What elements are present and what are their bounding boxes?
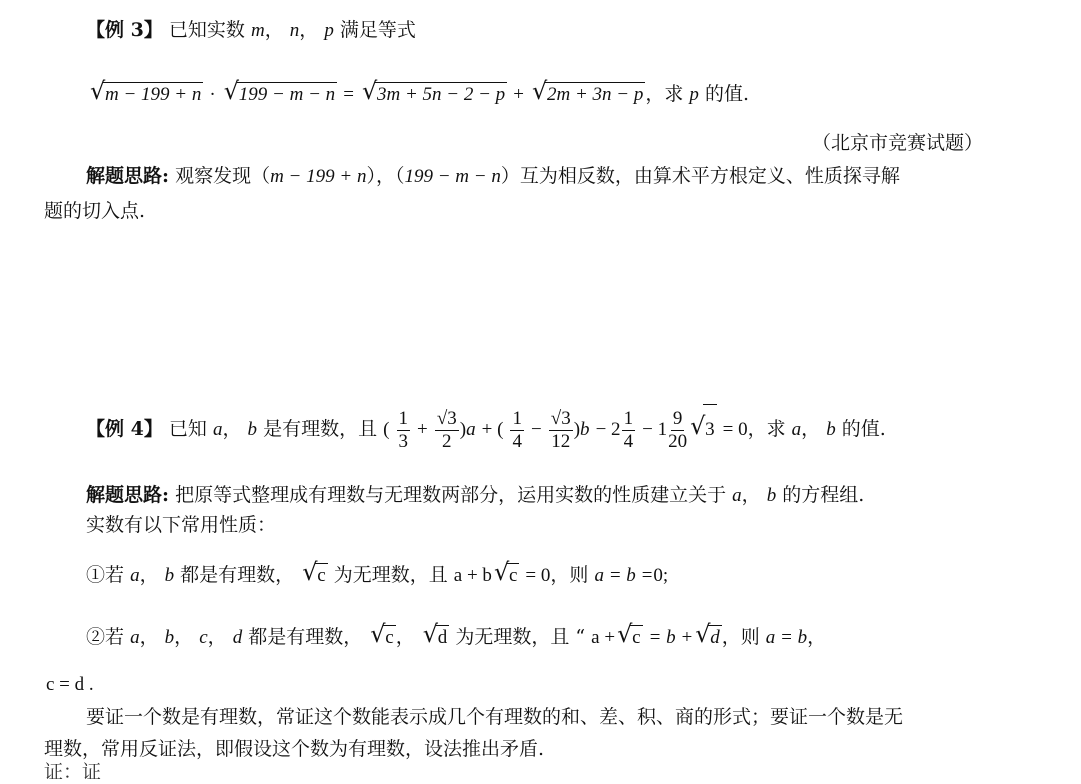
text: 的值. bbox=[704, 83, 750, 105]
plus: + ( bbox=[481, 419, 504, 440]
radical: √ 199 − m − n bbox=[223, 77, 336, 105]
var-a: a bbox=[130, 565, 140, 586]
fraction: $\frac{1}{4}$ bbox=[512, 407, 522, 452]
paragraph-line2: 理数，常用反证法，即假设这个数为有理数，设法推出矛盾. bbox=[44, 738, 545, 760]
var-b: b bbox=[580, 419, 590, 440]
radical: √ c bbox=[617, 620, 641, 648]
var-a: a bbox=[466, 419, 476, 440]
paren: ) bbox=[459, 419, 467, 440]
text: 观察发现（ bbox=[175, 165, 271, 187]
text: 都是有理数， bbox=[180, 564, 295, 586]
equals-zero: = 0 bbox=[722, 419, 748, 440]
idea-label: 解题思路: bbox=[86, 484, 170, 506]
paren: ) bbox=[573, 419, 581, 440]
comma: ， bbox=[807, 626, 827, 648]
plus: + bbox=[417, 419, 428, 440]
comma: ， bbox=[299, 19, 319, 41]
result: a = b bbox=[765, 627, 808, 648]
dot: · bbox=[209, 84, 216, 105]
text: 是有理数，且 bbox=[263, 418, 378, 440]
property-1 bbox=[86, 558, 669, 588]
var-a: a bbox=[212, 419, 223, 440]
var-b: b bbox=[164, 627, 175, 648]
comma: ， bbox=[264, 19, 284, 41]
radical: √ d bbox=[695, 620, 720, 648]
example-3-idea bbox=[86, 164, 900, 189]
expr: = b + bbox=[648, 627, 694, 648]
text: ，求 bbox=[747, 418, 786, 440]
term: − 1 bbox=[642, 419, 668, 440]
text: 的方程组. bbox=[782, 484, 865, 506]
properties-intro: 实数有以下常用性质： bbox=[86, 514, 277, 536]
example-3-source: （北京市竞赛试题） bbox=[812, 132, 984, 154]
var-b: b bbox=[247, 419, 258, 440]
cut-off-line: 证：证 bbox=[44, 761, 102, 783]
radical: √ c bbox=[493, 558, 518, 586]
var-b: b bbox=[766, 485, 777, 506]
example-3-statement bbox=[86, 18, 416, 43]
expr: a + bbox=[591, 627, 616, 648]
text: ，则 bbox=[550, 564, 589, 586]
equals: = bbox=[343, 84, 354, 105]
example-4-statement bbox=[86, 404, 886, 455]
text: 满足等式 bbox=[339, 19, 416, 41]
example-4-label: 【例 4】 bbox=[86, 418, 163, 440]
comma: ， bbox=[222, 418, 242, 440]
var-a: a bbox=[732, 485, 742, 506]
radical: √ m − 199 + n bbox=[90, 77, 202, 105]
var-p: p bbox=[324, 20, 334, 41]
expr: m − 199 + n bbox=[270, 166, 367, 187]
text: ①若 bbox=[86, 564, 125, 586]
text: ）互为相反数，由算术平方根定义、性质探寻解 bbox=[500, 165, 900, 187]
text: 都是有理数， bbox=[248, 626, 363, 648]
comma: ， bbox=[139, 626, 159, 648]
fraction: $\frac{√3}{2}$ bbox=[436, 407, 457, 452]
comma: ， bbox=[207, 626, 227, 648]
text: ），（ bbox=[366, 165, 405, 187]
example-3-equation bbox=[88, 77, 750, 107]
var-c: c bbox=[199, 627, 208, 648]
fraction: $\frac{1}{4}$ bbox=[623, 407, 634, 452]
result: 0; bbox=[653, 565, 669, 586]
radical: √ c bbox=[302, 558, 326, 586]
comma: ， bbox=[801, 418, 821, 440]
comma: ， bbox=[395, 626, 415, 648]
text: ，求 bbox=[645, 83, 684, 105]
paren: ( bbox=[383, 419, 390, 440]
var-d: d bbox=[232, 627, 243, 648]
text: 的值. bbox=[841, 418, 886, 440]
text: ②若 bbox=[86, 626, 125, 648]
text: 为无理数，且 bbox=[333, 564, 448, 586]
text: 已知 bbox=[168, 418, 207, 440]
fraction: $\frac{1}{3}$ bbox=[398, 407, 408, 452]
text: 为无理数，且 “ bbox=[455, 626, 586, 648]
expr: a + b bbox=[453, 565, 492, 586]
example-3-idea-line2: 题的切入点. bbox=[44, 200, 146, 222]
paragraph-line1: 要证一个数是有理数，常证这个数能表示成几个有理数的和、差、积、商的形式；要证一个数是无 bbox=[86, 706, 904, 728]
result: a = b = bbox=[594, 565, 654, 586]
expr: 199 − m − n bbox=[404, 166, 501, 187]
var-b: b bbox=[826, 419, 836, 440]
minus: − bbox=[531, 419, 542, 440]
property-2 bbox=[86, 620, 827, 650]
comma: ， bbox=[741, 484, 761, 506]
radical: √ 3m + 5n − 2 − p bbox=[361, 77, 506, 105]
radical: √ d bbox=[422, 620, 448, 648]
idea-label: 解题思路: bbox=[86, 165, 170, 187]
term: − 2 bbox=[595, 419, 621, 440]
var-m: m bbox=[250, 20, 265, 41]
var-p: p bbox=[689, 84, 699, 105]
example-3-label: 【例 3】 bbox=[86, 19, 163, 41]
plus: + bbox=[513, 84, 524, 105]
var-a: a bbox=[791, 419, 802, 440]
example-4-idea bbox=[86, 483, 864, 508]
comma: ， bbox=[174, 626, 194, 648]
var-n: n bbox=[289, 20, 300, 41]
text: 把原等式整理成有理数与无理数两部分，运用实数的性质建立关于 bbox=[175, 484, 727, 506]
text: 已知实数 bbox=[168, 19, 245, 41]
fraction: $\frac{√3}{12}$ bbox=[550, 407, 571, 452]
radical: √ c bbox=[370, 620, 394, 648]
var-b: b bbox=[164, 565, 175, 586]
equals-zero: = 0 bbox=[525, 565, 551, 586]
property-2-line2: c = d . bbox=[46, 674, 94, 695]
comma: ， bbox=[139, 564, 159, 586]
var-a: a bbox=[130, 627, 140, 648]
radical: √ 3 bbox=[690, 404, 717, 455]
radical: √ 2m + 3n − p bbox=[531, 77, 644, 105]
fraction: $\frac{9}{20}$ bbox=[668, 407, 688, 452]
text: ，则 bbox=[721, 626, 760, 648]
